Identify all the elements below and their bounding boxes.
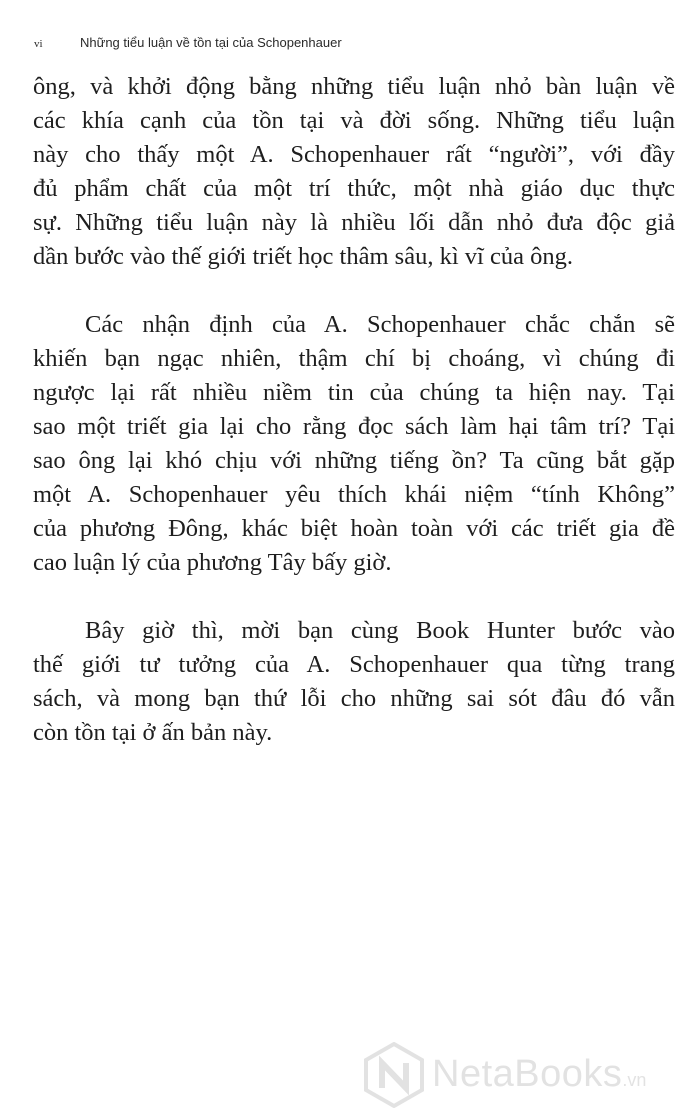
- text-line: đủ phẩm chất của một trí thức, một nhà giáo dục thực: [33, 175, 675, 202]
- text-line: sự. Những tiểu luận này là nhiều lối dẫn nhỏ đưa độc giả: [33, 209, 675, 236]
- book-title: Những tiểu luận về tồn tại của Schopenhauer: [80, 35, 342, 50]
- text-line: còn tồn tại ở ấn bản này.: [33, 719, 273, 746]
- text-line: sao một triết gia lại cho rằng đọc sách làm hại tâm trí? Tại: [33, 413, 675, 440]
- text-line: sách, và mong bạn thứ lỗi cho những sai sót đâu đó vẫn: [33, 685, 675, 712]
- text-line: Bây giờ thì, mời bạn cùng Book Hunter bước vào: [85, 617, 675, 644]
- text-line: sao ông lại khó chịu với những tiếng ồn? Ta cũng bắt gặp: [33, 447, 675, 474]
- text-line: Các nhận định của A. Schopenhauer chắc chắn sẽ: [85, 311, 675, 338]
- running-header: [34, 34, 342, 53]
- text-line: một A. Schopenhauer yêu thích khái niệm “tính Không”: [33, 481, 675, 508]
- text-line: khiến bạn ngạc nhiên, thậm chí bị choáng, vì chúng đi: [33, 345, 675, 372]
- paragraph-2: [33, 308, 675, 580]
- netabooks-n-logo-icon: [362, 1042, 426, 1108]
- netabooks-watermark: [362, 1042, 692, 1108]
- text-line: ngược lại rất nhiều niềm tin của chúng ta hiện nay. Tại: [33, 379, 675, 406]
- text-line: dần bước vào thế giới triết học thâm sâu, kì vĩ của ông.: [33, 243, 573, 270]
- paragraph-3: [33, 614, 675, 750]
- watermark-brand: NetaBooks: [432, 1053, 623, 1095]
- body-text: [33, 70, 675, 750]
- text-line: ông, và khởi động bằng những tiểu luận nhỏ bàn luận về: [33, 73, 675, 100]
- text-line: thế giới tư tưởng của A. Schopenhauer qua từng trang: [33, 651, 675, 678]
- paragraph-1: [33, 70, 675, 274]
- watermark-suffix: .vn: [622, 1070, 647, 1090]
- page-number: vi: [34, 38, 43, 50]
- text-line: của phương Đông, khác biệt hoàn toàn với các triết gia đề: [33, 515, 675, 542]
- text-line: cao luận lý của phương Tây bấy giờ.: [33, 549, 392, 576]
- text-line: này cho thấy một A. Schopenhauer rất “người”, với đầy: [33, 141, 675, 168]
- paragraph-gap: [33, 580, 675, 614]
- paragraph-gap: [33, 274, 675, 308]
- watermark-brand-text: [432, 1052, 646, 1102]
- text-line: các khía cạnh của tồn tại và đời sống. Những tiểu luận: [33, 107, 675, 134]
